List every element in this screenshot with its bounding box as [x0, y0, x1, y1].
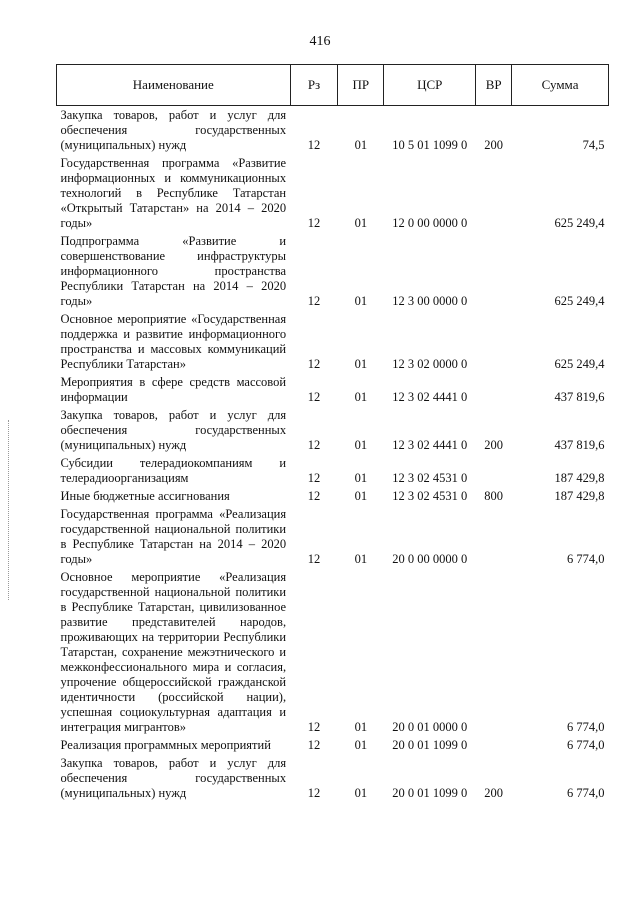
- page-number: 416: [309, 34, 331, 49]
- row-sum: 625 249,4: [554, 357, 605, 371]
- row-csr: 20 0 01 1099 0: [392, 786, 468, 800]
- row-sum: 187 429,8: [554, 489, 605, 503]
- row-csr: 12 3 02 4441 0: [392, 390, 468, 404]
- table-row: [57, 154, 609, 232]
- row-name: Подпрограмма «Развитие и совершенствование инфраструктуры информационного пространства Республики Татарстан на 2014 – 2020 годы»: [60, 234, 287, 308]
- row-rz: 12: [307, 438, 321, 452]
- row-vr: 200: [484, 786, 504, 800]
- row-rz: 12: [307, 294, 321, 308]
- row-name: Государственная программа «Развитие информационных и коммуникационных технологий в Республике Татарстан «Открытый Татарстан» на 2014 – 2020 годы»: [60, 156, 287, 230]
- row-vr: [476, 310, 512, 373]
- row-csr: 12 3 02 4531 0: [392, 489, 468, 503]
- table-row: [57, 754, 609, 802]
- row-name: Государственная программа «Реализация государственной национальной политики в Республике Татарстан на 2014 – 2020 годы»: [60, 507, 287, 566]
- row-rz: 12: [307, 216, 321, 230]
- row-name: Закупка товаров, работ и услуг для обеспечения государственных (муниципальных) нужд: [60, 408, 287, 452]
- row-pr: 01: [354, 552, 368, 566]
- header-pr: ПР: [338, 65, 384, 106]
- row-sum: 6 774,0: [567, 552, 605, 566]
- table-row: [57, 487, 609, 505]
- row-sum: 6 774,0: [567, 720, 605, 734]
- row-pr: 01: [354, 138, 368, 152]
- header-name: Наименование: [57, 65, 291, 106]
- table-row: [57, 454, 609, 487]
- row-sum: 437 819,6: [554, 390, 605, 404]
- header-sum: Сумма: [512, 65, 609, 106]
- row-csr: 12 3 02 0000 0: [392, 357, 468, 371]
- row-vr: [476, 568, 512, 736]
- table-row: [57, 568, 609, 736]
- row-pr: 01: [354, 438, 368, 452]
- row-rz: 12: [307, 357, 321, 371]
- row-vr: 800: [484, 489, 504, 503]
- row-vr: [476, 454, 512, 487]
- row-pr: 01: [354, 294, 368, 308]
- budget-table: [56, 64, 609, 802]
- row-pr: 01: [354, 216, 368, 230]
- row-csr: 12 0 00 0000 0: [392, 216, 468, 230]
- row-vr: [476, 736, 512, 754]
- row-rz: 12: [307, 738, 321, 752]
- row-sum: 74,5: [582, 138, 605, 152]
- row-csr: 12 3 02 4441 0: [392, 438, 468, 452]
- row-pr: 01: [354, 357, 368, 371]
- row-name: Реализация программных мероприятий: [60, 738, 271, 752]
- row-rz: 12: [307, 552, 321, 566]
- row-csr: 12 3 00 0000 0: [392, 294, 468, 308]
- header-rz: Рз: [290, 65, 338, 106]
- table-row: [57, 232, 609, 310]
- row-pr: 01: [354, 390, 368, 404]
- row-name: Мероприятия в сфере средств массовой информации: [60, 375, 287, 404]
- row-pr: 01: [354, 471, 368, 485]
- row-csr: 20 0 01 0000 0: [392, 720, 468, 734]
- row-rz: 12: [307, 489, 321, 503]
- row-sum: 625 249,4: [554, 294, 605, 308]
- table-row: [57, 310, 609, 373]
- table-row: [57, 106, 609, 155]
- row-name: Иные бюджетные ассигнования: [60, 489, 230, 503]
- row-sum: 625 249,4: [554, 216, 605, 230]
- row-sum: 6 774,0: [567, 738, 605, 752]
- row-vr: 200: [484, 138, 504, 152]
- row-csr: 20 0 01 1099 0: [392, 738, 468, 752]
- row-rz: 12: [307, 138, 321, 152]
- row-pr: 01: [354, 738, 368, 752]
- header-csr: ЦСР: [384, 65, 476, 106]
- row-sum: 187 429,8: [554, 471, 605, 485]
- row-csr: 10 5 01 1099 0: [392, 138, 468, 152]
- row-rz: 12: [307, 720, 321, 734]
- row-sum: 437 819,6: [554, 438, 605, 452]
- table-row: [57, 373, 609, 406]
- row-vr: 200: [484, 438, 504, 452]
- table-header-row: [57, 65, 609, 106]
- row-csr: 20 0 00 0000 0: [392, 552, 468, 566]
- table-row: [57, 505, 609, 568]
- row-sum: 6 774,0: [567, 786, 605, 800]
- row-vr: [476, 232, 512, 310]
- row-vr: [476, 154, 512, 232]
- table-row: [57, 406, 609, 454]
- row-rz: 12: [307, 786, 321, 800]
- row-csr: 12 3 02 4531 0: [392, 471, 468, 485]
- row-name: Субсидии телерадиокомпаниям и телерадиоорганизациям: [60, 456, 287, 485]
- row-name: Основное мероприятие «Государственная поддержка и развитие информационного пространства и массовых коммуникаций Республики Татарстан»: [60, 312, 287, 371]
- header-vr: ВР: [476, 65, 512, 106]
- row-pr: 01: [354, 489, 368, 503]
- row-pr: 01: [354, 720, 368, 734]
- row-name: Закупка товаров, работ и услуг для обеспечения государственных (муниципальных) нужд: [60, 756, 287, 800]
- row-rz: 12: [307, 471, 321, 485]
- table-row: [57, 736, 609, 754]
- scan-margin-marks: [8, 420, 10, 600]
- row-rz: 12: [307, 390, 321, 404]
- row-vr: [476, 505, 512, 568]
- row-vr: [476, 373, 512, 406]
- row-name: Закупка товаров, работ и услуг для обеспечения государственных (муниципальных) нужд: [60, 108, 287, 152]
- row-name: Основное мероприятие «Реализация государственной национальной политики в Республике Татарстан, цивилизованное развитие представителей народов, проживающих на территории Республики Татарстан, сохранение межэтнического и межконфессионального мира и согласия, упрочение общероссийской гражданской идентичности (российской нации), успешная социокультурная адаптация и интеграция мигрантов»: [60, 570, 287, 734]
- row-pr: 01: [354, 786, 368, 800]
